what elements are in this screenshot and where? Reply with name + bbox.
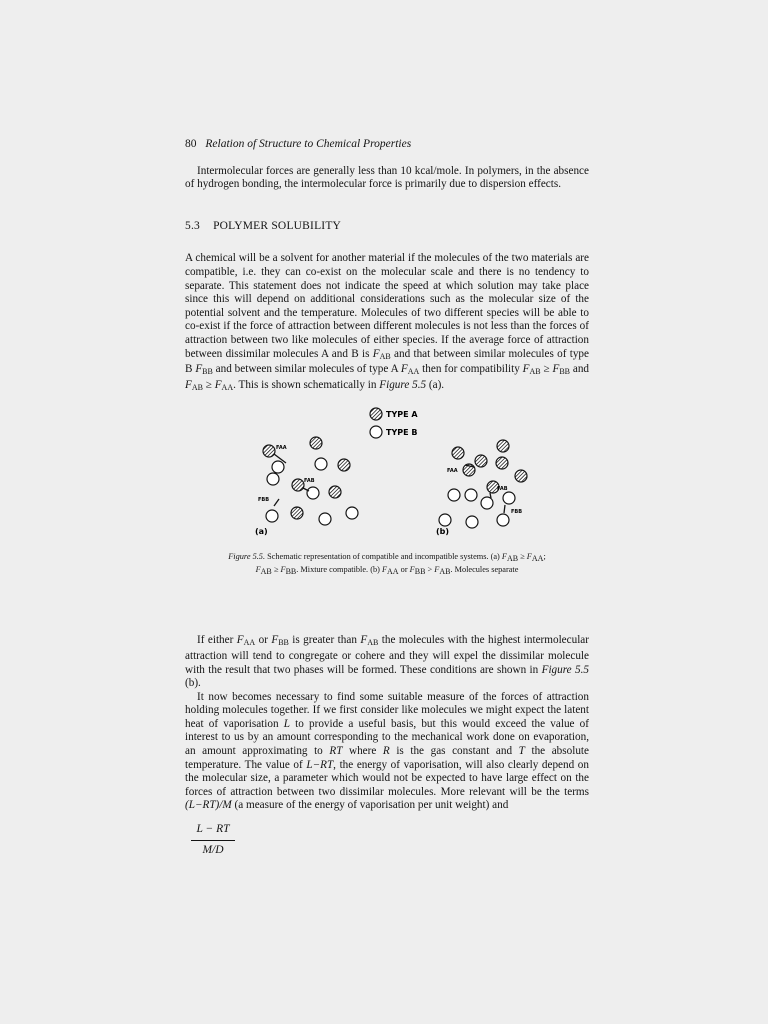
- force-label-fab: FAB: [497, 486, 508, 493]
- formula-energy-per-volume: [191, 823, 235, 857]
- molecule-a: [310, 437, 322, 449]
- molecule-b: [439, 514, 451, 526]
- molecule-b: [466, 516, 478, 528]
- formula-denominator: M/D: [202, 843, 224, 856]
- figure-diagram: [185, 406, 589, 604]
- molecule-a: [292, 479, 304, 491]
- molecule-b: [272, 461, 284, 473]
- page-number: 80: [185, 138, 197, 150]
- molecule-a: [497, 440, 509, 452]
- running-title: Relation of Structure to Chemical Properties: [205, 138, 412, 150]
- paragraph-phase-separation: If either $F_{AA}$ or $F_{BB}$ is greater than $F_{AB}$ the molecules with the highest intermolecular attraction will tend to congregate or cohere and they will expel the dissimilar molecule with the result that two phases will be formed. These conditions are shown in Figure 5.5 (b).: [185, 634, 590, 690]
- legend-type-b-circle: [370, 426, 382, 438]
- legend-type-a-label: TYPE A: [386, 410, 418, 420]
- molecule-a: [263, 445, 275, 457]
- molecule-a: [475, 455, 487, 467]
- molecule-b: [346, 507, 358, 519]
- molecule-b: [503, 492, 515, 504]
- molecule-a: [338, 459, 350, 471]
- molecule-a: [291, 507, 303, 519]
- panel-a: [255, 437, 358, 536]
- molecule-b: [319, 513, 331, 525]
- molecule-a: [452, 447, 464, 459]
- panel-b-label: (b): [436, 527, 450, 537]
- legend-type-b-label: TYPE B: [386, 428, 418, 438]
- molecule-b: [307, 487, 319, 499]
- molecule-b: [465, 489, 477, 501]
- paragraph-compatibility: A chemical will be a solvent for another material if the molecules of the two materials are compatible, i.e. they can co-exist on the molecular scale and there is no tendency to separate. This statement does not indicate the speed at which solution may take place since this will depend on additional considerations such as the molecular size of the potential solvent and the temperature. Molecules of two different species will be able to co-exist if the force of attraction between different molecules is not less than the forces of attraction between two like molecules of either species. If the average force of attraction between dissimilar molecules A and B is $F_{AB}$ and that between similar molecules of type B $F_{BB}$ and between similar molecules of type A $F_{AA}$ then for compatibility $F_{AB} \ge F_{BB}$ and $F_{AB} \ge F_{AA}$. This is shown schematically in Figure 5.5 (a).: [185, 252, 590, 392]
- molecule-b: [448, 489, 460, 501]
- panel-a-label: (a): [255, 527, 268, 537]
- formula-numerator: L − RT: [196, 823, 230, 836]
- force-label-faa: FAA: [276, 445, 287, 452]
- running-head: [185, 138, 589, 152]
- molecule-a: [496, 457, 508, 469]
- molecule-a: [515, 470, 527, 482]
- force-arrow-fbb: [274, 499, 279, 506]
- molecule-b: [481, 497, 493, 509]
- page-content: [185, 138, 589, 857]
- molecule-b: [315, 458, 327, 470]
- force-label-fab: FAB: [304, 478, 315, 485]
- panel-b: [436, 440, 527, 536]
- molecule-b: [497, 514, 509, 526]
- force-arrow-fbb: [504, 505, 505, 513]
- force-label-faa: FAA: [447, 468, 458, 475]
- force-label-fbb: FBB: [511, 509, 523, 516]
- molecule-b: [266, 510, 278, 522]
- section-heading: [185, 220, 589, 234]
- force-label-fbb: FBB: [258, 497, 270, 504]
- paragraph-vaporisation: It now becomes necessary to find some suitable measure of the forces of attraction holding molecules together. If we first consider like molecules we might expect the latent heat of vaporisation L to provide a useful basis, but this would exceed the value of interest to us by an amount corresponding to the mechanical work done on evaporation, an amount approximating to RT where R is the gas constant and T the absolute temperature. The value of L−RT, the energy of vaporisation, will also clearly depend on the molecular size, a parameter which would not be expected to have large effect on the forces of attraction between two dissimilar molecules. More relevant will be the terms (L−RT)/M (a measure of the energy of vaporisation per unit weight) and: [185, 690, 589, 812]
- figure-caption: Figure 5.5. Schematic representation of compatible and incompatible systems. (a) FAB ≥ FAA; FAB ≥ FBB. Mixture compatible. (b) FAA or FBB > FAB. Molecules separate: [228, 552, 546, 577]
- legend-type-a-circle: [370, 408, 382, 420]
- intro-paragraph: Intermolecular forces are generally less than 10 kcal/mole. In polymers, in the absence of hydrogen bonding, the intermolecular force is primarily due to dispersion effects.: [185, 164, 589, 191]
- section-number: 5.3: [185, 219, 200, 232]
- molecule-a: [329, 486, 341, 498]
- figure-5-5: [185, 406, 589, 604]
- molecule-b: [267, 473, 279, 485]
- section-title: POLYMER SOLUBILITY: [213, 219, 342, 232]
